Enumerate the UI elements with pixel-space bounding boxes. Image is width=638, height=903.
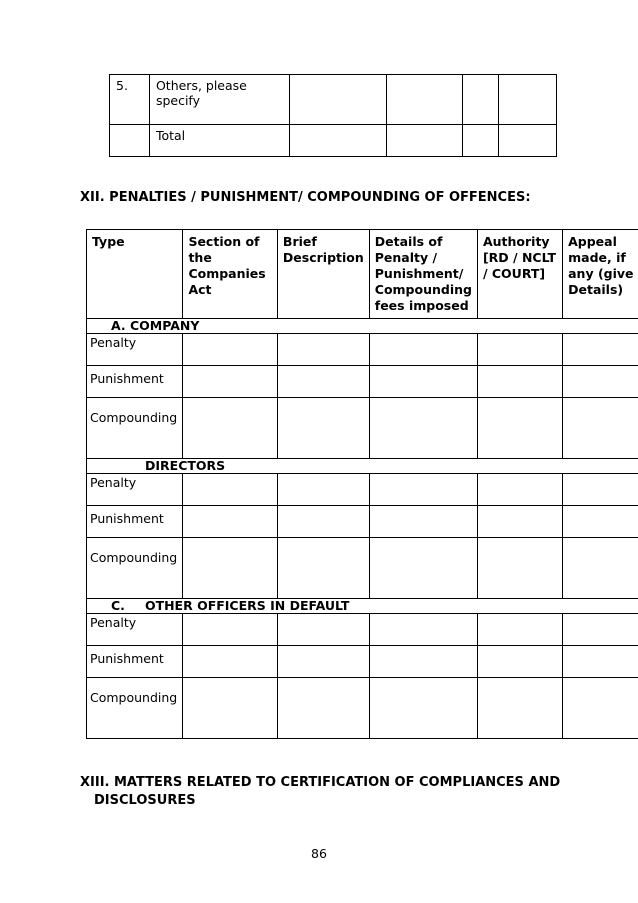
empty-cell — [563, 646, 638, 678]
group-title: DIRECTORS — [87, 459, 638, 474]
table-row — [87, 506, 638, 538]
table-row — [87, 678, 638, 739]
table-row — [87, 538, 638, 599]
section-xii-heading: XII. PENALTIES / PUNISHMENT/ COMPOUNDING OF OFFENCES: — [80, 190, 531, 205]
empty-cell — [277, 334, 369, 366]
empty-cell — [369, 646, 477, 678]
empty-cell — [563, 678, 638, 739]
empty-cell — [183, 614, 277, 646]
table-row — [87, 474, 638, 506]
group-title-text: OTHER OFFICERS IN DEFAULT — [144, 598, 350, 613]
empty-cell — [277, 678, 369, 739]
row-description: Others, please specify — [149, 75, 289, 125]
group-letter: C. — [111, 598, 125, 613]
empty-cell — [369, 678, 477, 739]
header-type: Type — [87, 230, 183, 319]
row-label: Compounding — [87, 538, 183, 599]
group-title-row — [87, 459, 638, 474]
row-number — [110, 125, 150, 157]
empty-cell — [563, 538, 638, 599]
empty-cell — [277, 366, 369, 398]
empty-cell — [477, 366, 562, 398]
row-label: Punishment — [87, 506, 183, 538]
empty-cell — [563, 398, 638, 459]
empty-cell — [289, 75, 387, 125]
empty-cell — [277, 646, 369, 678]
table-row — [87, 366, 638, 398]
row-description: Total — [149, 125, 289, 157]
table-row — [110, 75, 557, 125]
empty-cell — [183, 366, 277, 398]
header-authority: Authority [RD / NCLT / COURT] — [477, 230, 562, 319]
empty-cell — [369, 474, 477, 506]
empty-cell — [477, 646, 562, 678]
empty-cell — [387, 125, 463, 157]
table-row — [87, 334, 638, 366]
header-section: Section of the Companies Act — [183, 230, 277, 319]
empty-cell — [499, 125, 557, 157]
section-xiii-heading-continued: DISCLOSURES — [94, 793, 196, 808]
empty-cell — [277, 538, 369, 599]
empty-cell — [289, 125, 387, 157]
empty-cell — [477, 334, 562, 366]
empty-cell — [499, 75, 557, 125]
empty-cell — [369, 366, 477, 398]
empty-cell — [369, 334, 477, 366]
row-label: Penalty — [87, 614, 183, 646]
group-title — [87, 599, 638, 614]
empty-cell — [563, 474, 638, 506]
header-row — [87, 230, 638, 319]
row-label: Compounding — [87, 398, 183, 459]
empty-cell — [183, 334, 277, 366]
empty-cell — [477, 398, 562, 459]
empty-cell — [387, 75, 463, 125]
empty-cell — [277, 506, 369, 538]
row-label: Punishment — [87, 646, 183, 678]
row-label: Penalty — [87, 474, 183, 506]
empty-cell — [183, 678, 277, 739]
header-details: Details of Penalty / Punishment/ Compounding fees imposed — [369, 230, 477, 319]
empty-cell — [477, 506, 562, 538]
empty-cell — [183, 474, 277, 506]
empty-cell — [463, 125, 499, 157]
empty-cell — [477, 474, 562, 506]
group-title-row — [87, 319, 638, 334]
table-row — [87, 398, 638, 459]
empty-cell — [369, 614, 477, 646]
empty-cell — [477, 614, 562, 646]
empty-cell — [563, 334, 638, 366]
empty-cell — [183, 646, 277, 678]
row-number: 5. — [110, 75, 150, 125]
empty-cell — [477, 678, 562, 739]
table-row — [87, 614, 638, 646]
continuation-table — [109, 74, 557, 157]
row-label: Penalty — [87, 334, 183, 366]
empty-cell — [563, 506, 638, 538]
empty-cell — [277, 474, 369, 506]
empty-cell — [563, 614, 638, 646]
empty-cell — [369, 506, 477, 538]
empty-cell — [369, 398, 477, 459]
empty-cell — [183, 398, 277, 459]
penalties-table — [86, 229, 638, 739]
empty-cell — [183, 506, 277, 538]
row-label: Compounding — [87, 678, 183, 739]
empty-cell — [369, 538, 477, 599]
table-row — [110, 125, 557, 157]
section-xiii-heading: XIII. MATTERS RELATED TO CERTIFICATION OF COMPLIANCES AND — [80, 775, 561, 790]
group-title-row — [87, 599, 638, 614]
empty-cell — [277, 614, 369, 646]
group-title: A. COMPANY — [87, 319, 638, 334]
table-row — [87, 646, 638, 678]
row-label: Punishment — [87, 366, 183, 398]
header-appeal: Appeal made, if any (give Details) — [563, 230, 638, 319]
page-number: 86 — [311, 846, 327, 861]
empty-cell — [183, 538, 277, 599]
empty-cell — [563, 366, 638, 398]
header-brief: Brief Description — [277, 230, 369, 319]
empty-cell — [463, 75, 499, 125]
empty-cell — [477, 538, 562, 599]
empty-cell — [277, 398, 369, 459]
